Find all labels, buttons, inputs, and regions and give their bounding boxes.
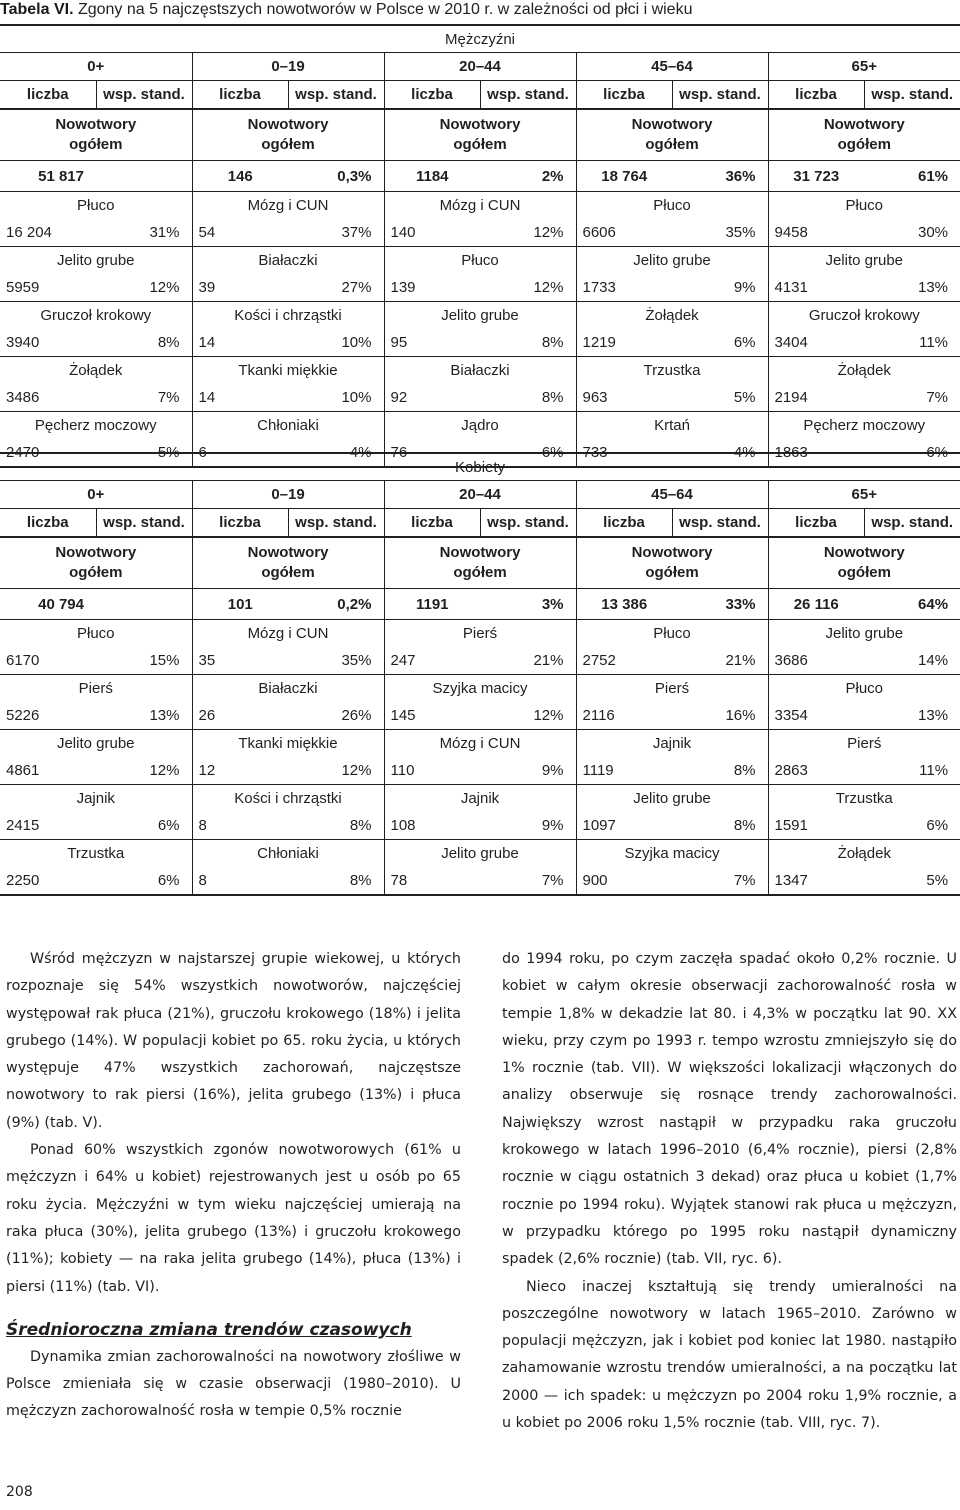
unit-count: liczba xyxy=(192,81,288,110)
cancer-name: Trzustka xyxy=(768,785,960,813)
header-line: ogółem xyxy=(453,564,507,581)
women-units-row xyxy=(0,509,960,538)
cell-rate: 35% xyxy=(725,224,756,241)
cancer-total-header xyxy=(0,537,192,589)
unit-rate: wsp. stand. xyxy=(864,81,960,110)
unit-count: liczba xyxy=(768,509,864,538)
cancer-total-header xyxy=(768,109,960,161)
cell-rate: 21% xyxy=(533,652,564,669)
unit-count: liczba xyxy=(192,509,288,538)
cancer-name: Tkanki miękkie xyxy=(192,357,384,385)
cell-rate: 8% xyxy=(349,817,372,834)
paragraph: Wśród mężczyzn w najstarszej grupie wiekowej, u których rozpoznaje się 54% wszystkich nowotworów, najczęściej występował rak płuca (21%), gruczołu krokowego (18%) i jelita grubego (14%). W populacji kobiet po 65. roku życia, u których występuje 47% wszystkich zachorowań, najczęstsze nowotwory to rak piersi (16%), jelita grubego (13%) i płuca (9%) (tab. V). xyxy=(6,951,461,1131)
header-line: ogółem xyxy=(69,564,123,581)
cancer-name: Pierś xyxy=(384,620,576,648)
cancer-name: Jajnik xyxy=(0,785,192,813)
cell-count: 12 xyxy=(192,757,288,785)
unit-count: liczba xyxy=(384,81,480,110)
cell-rate: 35% xyxy=(341,652,372,669)
cell-count: 95 xyxy=(384,329,480,357)
cancer-name: Mózg i CUN xyxy=(192,620,384,648)
cell-count: 6170 xyxy=(6,652,40,669)
cell-rate: 4% xyxy=(672,439,768,467)
total-rate: 36% xyxy=(672,161,768,192)
cell-rate: 11% xyxy=(919,334,949,351)
age-header: 45–64 xyxy=(576,481,768,509)
cancer-name: Szyjka macicy xyxy=(384,675,576,703)
unit-rate: wsp. stand. xyxy=(96,509,192,538)
table-row xyxy=(0,329,960,357)
cell-count: 2863 xyxy=(768,757,864,785)
cell-count: 2752 xyxy=(576,647,672,675)
cancer-name: Chłoniaki xyxy=(192,840,384,868)
cell-count: 1863 xyxy=(768,439,864,467)
cancer-name: Jajnik xyxy=(384,785,576,813)
cell-count: 76 xyxy=(384,439,480,467)
total-rate: 0,2% xyxy=(288,589,384,620)
cancer-name: Kości i chrząstki xyxy=(192,785,384,813)
cell-rate: 30% xyxy=(917,224,949,241)
table-row xyxy=(0,302,960,330)
total-rate xyxy=(96,161,192,192)
unit-count: liczba xyxy=(576,81,672,110)
cell-rate: 14% xyxy=(918,652,949,669)
table-row xyxy=(0,357,960,385)
cell-rate: 11% xyxy=(919,762,949,779)
cancer-name: Mózg i CUN xyxy=(192,192,384,220)
cancer-name: Gruczoł krokowy xyxy=(768,302,960,330)
cancer-name: Płuco xyxy=(0,192,192,220)
cancer-name: Kości i chrząstki xyxy=(192,302,384,330)
cancer-name: Krtań xyxy=(576,412,768,440)
unit-rate: wsp. stand. xyxy=(480,81,576,110)
table-row xyxy=(0,812,960,840)
cancer-name: Jelito grube xyxy=(768,247,960,275)
men-table xyxy=(0,24,960,468)
age-header: 0–19 xyxy=(192,53,384,81)
cell-rate: 5% xyxy=(864,867,960,895)
cell-count: 3486 xyxy=(6,389,40,406)
table-row xyxy=(0,757,960,785)
cell-rate: 8% xyxy=(733,817,756,834)
unit-rate: wsp. stand. xyxy=(96,81,192,110)
cell-rate: 6% xyxy=(926,817,949,834)
cell-count: 1097 xyxy=(576,812,672,840)
table-row xyxy=(0,620,960,648)
cancer-name: Żołądek xyxy=(576,302,768,330)
cell-rate: 13% xyxy=(917,279,949,296)
cancer-total-header xyxy=(192,537,384,589)
total-count: 26 116 xyxy=(768,589,864,620)
age-header: 0–19 xyxy=(192,481,384,509)
total-count: 51 817 xyxy=(0,161,96,192)
header-line: ogółem xyxy=(837,564,891,581)
cell-count: 1219 xyxy=(576,329,672,357)
total-rate: 2% xyxy=(480,161,576,192)
header-line: Nowotwory xyxy=(439,116,521,133)
cell-rate: 7% xyxy=(480,867,576,895)
women-age-row xyxy=(0,481,960,509)
cell-count: 5959 xyxy=(6,279,40,296)
cell-rate: 13% xyxy=(918,707,949,724)
cell-rate: 13% xyxy=(149,707,180,724)
cancer-name: Żołądek xyxy=(768,840,960,868)
cell-rate: 8% xyxy=(733,762,756,779)
cell-count: 78 xyxy=(384,867,480,895)
paragraph: Nieco inaczej kształtują się trendy umieralności na poszczególne nowotwory w latach 1965–2010. Zarówno w populacji mężczyzn, jak i kobiet pod koniec lat 1980. nastąpiło zahamowanie wzrostu trendów umieralności, a na początku lat 2000 — ich spadek: u mężczyzn po 2004 roku 1,9% rocznie, a u kobiet po 2006 roku 1,5% rocznie (tab. VIII, ryc. 7). xyxy=(502,1278,957,1432)
cell-count: 54 xyxy=(192,219,288,247)
header-line: ogółem xyxy=(261,136,315,153)
cancer-name: Jelito grube xyxy=(384,840,576,868)
cell-rate: 21% xyxy=(725,652,756,669)
header-line: ogółem xyxy=(261,564,315,581)
cancer-name: Jelito grube xyxy=(768,620,960,648)
table-row xyxy=(0,247,960,275)
cell-count: 6 xyxy=(192,439,288,467)
cell-count: 963 xyxy=(576,384,672,412)
cancer-name: Żołądek xyxy=(0,357,192,385)
cell-rate: 7% xyxy=(926,389,949,406)
cell-rate: 31% xyxy=(149,224,180,241)
cell-count: 2415 xyxy=(6,817,40,834)
women-header-row xyxy=(0,537,960,589)
cell-rate: 12% xyxy=(149,279,180,296)
cell-rate: 6% xyxy=(157,817,180,834)
age-header: 65+ xyxy=(768,53,960,81)
table-row xyxy=(0,702,960,730)
cell-rate: 8% xyxy=(288,867,384,895)
cell-rate: 10% xyxy=(341,334,372,351)
cancer-name: Pęcherz moczowy xyxy=(0,412,192,440)
cell-count: 8 xyxy=(192,812,288,840)
unit-count: liczba xyxy=(0,509,96,538)
header-line: ogółem xyxy=(645,136,699,153)
cell-count: 2470 xyxy=(0,439,96,467)
cancer-name: Pęcherz moczowy xyxy=(768,412,960,440)
cell-count: 2250 xyxy=(0,867,96,895)
age-header: 45–64 xyxy=(576,53,768,81)
cell-count: 2194 xyxy=(768,384,864,412)
header-line: Nowotwory xyxy=(631,544,713,561)
cancer-name: Płuco xyxy=(576,620,768,648)
total-rate: 33% xyxy=(672,589,768,620)
table-row xyxy=(0,867,960,895)
cell-count: 39 xyxy=(192,274,288,302)
age-header: 20–44 xyxy=(384,481,576,509)
header-line: Nowotwory xyxy=(823,544,905,561)
cell-count: 16 204 xyxy=(6,224,52,241)
header-line: ogółem xyxy=(69,136,123,153)
cell-count: 140 xyxy=(384,219,480,247)
cancer-total-header xyxy=(0,109,192,161)
header-line: ogółem xyxy=(453,136,507,153)
men-group-title: Mężczyźni xyxy=(0,25,960,53)
cancer-total-header xyxy=(384,109,576,161)
cancer-name: Jelito grube xyxy=(576,247,768,275)
cell-count: 8 xyxy=(192,867,288,895)
women-table xyxy=(0,452,960,896)
cancer-name: Mózg i CUN xyxy=(384,730,576,758)
unit-count: liczba xyxy=(384,509,480,538)
unit-rate: wsp. stand. xyxy=(864,509,960,538)
cancer-name: Pierś xyxy=(0,675,192,703)
cancer-name: Żołądek xyxy=(768,357,960,385)
women-group-title: Kobiety xyxy=(0,453,960,481)
cancer-name: Płuco xyxy=(768,192,960,220)
cell-count: 5226 xyxy=(6,707,40,724)
cell-count: 733 xyxy=(576,439,672,467)
table-caption-text: Zgony na 5 najczęstszych nowotworów w Polsce w 2010 r. w zależności od płci i wieku xyxy=(73,1,693,18)
age-header: 65+ xyxy=(768,481,960,509)
cell-count: 1591 xyxy=(768,812,864,840)
cell-rate: 8% xyxy=(541,389,564,406)
cell-count: 3686 xyxy=(768,647,864,675)
paragraph: Dynamika zmian zachorowalności na nowotwory złośliwe w Polsce zmieniała się w czasie obserwacji (1980–2010). U mężczyzn zachorowalność rosła w tempie 0,5% rocznie xyxy=(6,1348,461,1420)
total-count: 1184 xyxy=(384,161,480,192)
total-rate: 0,3% xyxy=(288,161,384,192)
header-line: Nowotwory xyxy=(247,116,329,133)
cancer-name: Jajnik xyxy=(576,730,768,758)
cell-count: 3354 xyxy=(768,702,864,730)
unit-count: liczba xyxy=(768,81,864,110)
cell-rate: 12% xyxy=(149,762,180,779)
cancer-name: Białaczki xyxy=(384,357,576,385)
cell-rate: 10% xyxy=(341,389,372,406)
cancer-name: Białaczki xyxy=(192,675,384,703)
men-age-row xyxy=(0,53,960,81)
cell-rate: 9% xyxy=(541,817,564,834)
cancer-total-header xyxy=(192,109,384,161)
paragraph: Ponad 60% wszystkich zgonów nowotworowych (61% u mężczyzn i 64% u kobiet) rejestrowanych jest u osób po 65 roku życia. Mężczyźni w tym wieku najczęściej umierają na raka płuca (30%), jelita grubego (13%) i gruczołu krokowego (11%); kobiety — na raka jelita grubego (14%), płuca (13%) i piersi (11%) (tab. VI). xyxy=(6,1142,461,1295)
unit-count: liczba xyxy=(576,509,672,538)
cancer-name: Trzustka xyxy=(576,357,768,385)
cancer-name: Pierś xyxy=(576,675,768,703)
cell-rate: 12% xyxy=(341,762,372,779)
cell-count: 2116 xyxy=(576,702,672,730)
cell-count: 3404 xyxy=(768,329,864,357)
cell-count: 6606 xyxy=(576,219,672,247)
page-number: 208 xyxy=(6,1484,33,1500)
cell-rate: 6% xyxy=(864,439,960,467)
cell-count: 139 xyxy=(384,274,480,302)
table-row xyxy=(0,274,960,302)
cancer-name: Jądro xyxy=(384,412,576,440)
men-header-row xyxy=(0,109,960,161)
age-header: 0+ xyxy=(0,481,192,509)
unit-rate: wsp. stand. xyxy=(288,509,384,538)
age-header: 0+ xyxy=(0,53,192,81)
cell-count: 145 xyxy=(384,702,480,730)
table-row xyxy=(0,412,960,440)
cell-rate: 12% xyxy=(533,707,564,724)
cell-rate: 4% xyxy=(288,439,384,467)
cancer-name: Jelito grube xyxy=(576,785,768,813)
text-column-right xyxy=(502,946,957,1437)
cell-count: 26 xyxy=(192,702,288,730)
cancer-name: Płuco xyxy=(768,675,960,703)
cancer-name: Gruczoł krokowy xyxy=(0,302,192,330)
total-count: 1191 xyxy=(384,589,480,620)
table-row xyxy=(0,647,960,675)
cell-count: 108 xyxy=(384,812,480,840)
total-rate: 61% xyxy=(864,161,960,192)
unit-rate: wsp. stand. xyxy=(480,509,576,538)
cancer-total-header xyxy=(384,537,576,589)
cancer-name: Płuco xyxy=(384,247,576,275)
cell-rate: 12% xyxy=(533,224,564,241)
cell-count: 1347 xyxy=(768,867,864,895)
cell-rate: 6% xyxy=(96,867,192,895)
total-count: 101 xyxy=(192,589,288,620)
table-row xyxy=(0,785,960,813)
cell-count: 14 xyxy=(192,384,288,412)
table-row xyxy=(0,840,960,868)
cell-rate: 12% xyxy=(533,279,564,296)
cell-count: 1733 xyxy=(576,274,672,302)
cell-count: 92 xyxy=(384,384,480,412)
cell-count: 1119 xyxy=(576,757,672,785)
table-row xyxy=(0,384,960,412)
cell-rate: 26% xyxy=(341,707,372,724)
men-units-row xyxy=(0,81,960,110)
cell-count: 14 xyxy=(192,329,288,357)
total-count: 31 723 xyxy=(768,161,864,192)
unit-rate: wsp. stand. xyxy=(288,81,384,110)
cell-count: 35 xyxy=(192,647,288,675)
unit-rate: wsp. stand. xyxy=(672,81,768,110)
total-count: 146 xyxy=(192,161,288,192)
table-row xyxy=(0,219,960,247)
header-line: ogółem xyxy=(645,564,699,581)
header-line: Nowotwory xyxy=(55,116,137,133)
header-line: ogółem xyxy=(837,136,891,153)
cell-rate: 7% xyxy=(672,867,768,895)
cell-rate: 37% xyxy=(341,224,372,241)
men-totals-row xyxy=(0,161,960,192)
age-header: 20–44 xyxy=(384,53,576,81)
total-rate: 64% xyxy=(864,589,960,620)
cell-count: 3940 xyxy=(6,334,40,351)
cancer-name: Tkanki miękkie xyxy=(192,730,384,758)
cancer-name: Pierś xyxy=(768,730,960,758)
cancer-total-header xyxy=(768,537,960,589)
cancer-name: Jelito grube xyxy=(0,730,192,758)
cell-rate: 16% xyxy=(725,707,756,724)
table-row xyxy=(0,730,960,758)
cell-rate: 15% xyxy=(149,652,180,669)
cancer-name: Płuco xyxy=(0,620,192,648)
cell-count: 247 xyxy=(384,647,480,675)
table-row xyxy=(0,675,960,703)
header-line: Nowotwory xyxy=(55,544,137,561)
table-caption xyxy=(0,0,960,22)
cancer-name: Szyjka macicy xyxy=(576,840,768,868)
header-line: Nowotwory xyxy=(823,116,905,133)
total-rate: 3% xyxy=(480,589,576,620)
unit-rate: wsp. stand. xyxy=(672,509,768,538)
total-count: 18 764 xyxy=(576,161,672,192)
table-row xyxy=(0,192,960,220)
cell-rate: 9% xyxy=(541,762,564,779)
total-rate xyxy=(96,589,192,620)
total-count: 40 794 xyxy=(0,589,96,620)
table-caption-label: Tabela VI. xyxy=(0,1,74,18)
cell-rate: 8% xyxy=(541,334,564,351)
cell-rate: 6% xyxy=(480,439,576,467)
cell-count: 900 xyxy=(576,867,672,895)
unit-count: liczba xyxy=(0,81,96,110)
cell-rate: 9% xyxy=(733,279,756,296)
cancer-name: Jelito grube xyxy=(384,302,576,330)
women-totals-row xyxy=(0,589,960,620)
cell-count: 4131 xyxy=(768,274,864,302)
cancer-total-header xyxy=(576,537,768,589)
header-line: Nowotwory xyxy=(247,544,329,561)
cancer-name: Chłoniaki xyxy=(192,412,384,440)
cell-rate: 8% xyxy=(157,334,180,351)
cancer-name: Białaczki xyxy=(192,247,384,275)
text-column-left xyxy=(6,946,461,1426)
cell-rate: 27% xyxy=(341,279,372,296)
paragraph: do 1994 roku, po czym zaczęła spadać około 0,2% rocznie. U kobiet w całym okresie obserwacji zachorowalność rosła w tempie 1,8% w dekadzie lat 80. i 4,3% w początku lat 90. XX wieku, przy czym po 1993 r. tempo wzrostu zmniejszyło się do 1% rocznie (tab. VII). W większości lokalizacji włączonych do analizy obserwuje się rosnące trendy zachorowalności. Największy wzrost nastąpił w przypadku raka gruczołu krokowego w latach 1996–2010 (6,4% rocznie), piersi (2,8% rocznie w ciągu ostatnich 3 dekad) oraz płuca u kobiet (1,7% rocznie po 1994 roku). Wyjątek stanowi rak płuca u mężczyzn, w przypadku którego po 1995 roku nastąpił dynamiczny spadek (2,6% rocznie) (tab. VII, ryc. 6). xyxy=(502,951,957,1268)
header-line: Nowotwory xyxy=(631,116,713,133)
cell-count: 9458 xyxy=(768,219,864,247)
cell-rate: 5% xyxy=(733,389,756,406)
cancer-name: Mózg i CUN xyxy=(384,192,576,220)
cancer-name: Jelito grube xyxy=(0,247,192,275)
header-line: Nowotwory xyxy=(439,544,521,561)
cell-count: 110 xyxy=(384,757,480,785)
total-count: 13 386 xyxy=(576,589,672,620)
cancer-name: Trzustka xyxy=(0,840,192,868)
cell-count: 4861 xyxy=(6,762,40,779)
cell-rate: 5% xyxy=(96,439,192,467)
section-heading: Średnioroczna zmiana trendów czasowych xyxy=(6,1319,412,1340)
cancer-total-header xyxy=(576,109,768,161)
cell-rate: 6% xyxy=(733,334,756,351)
cancer-name: Płuco xyxy=(576,192,768,220)
cell-rate: 7% xyxy=(157,389,180,406)
